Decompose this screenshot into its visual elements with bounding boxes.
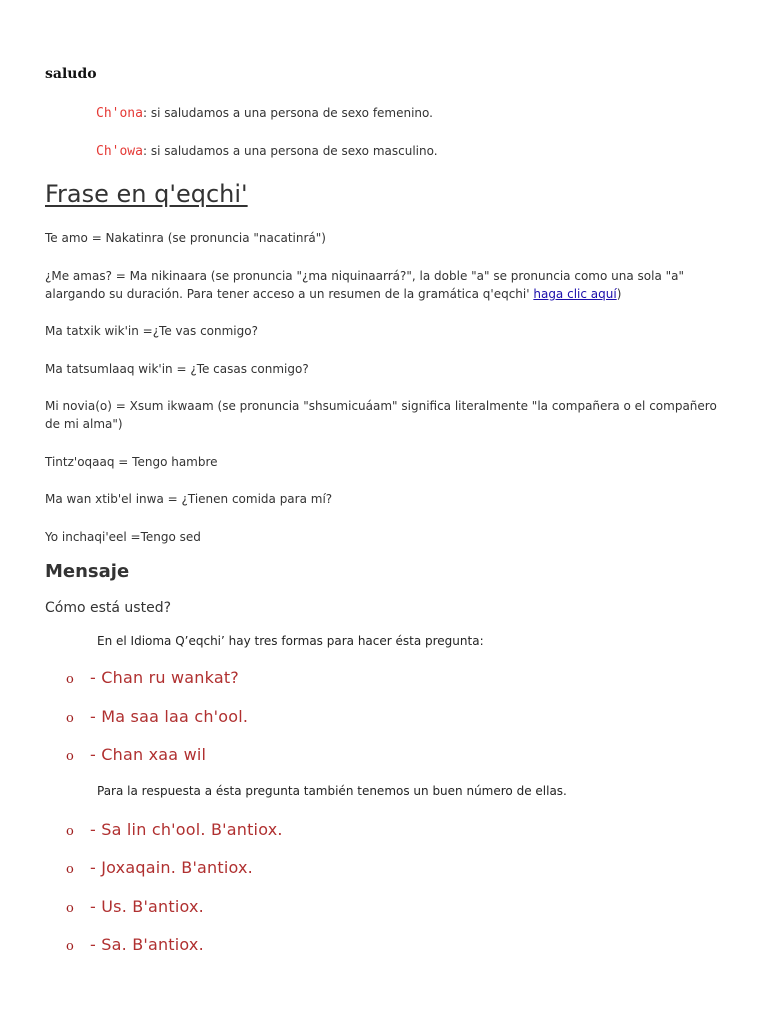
phrase-me-amas-end: ): [616, 287, 622, 301]
bullet-marker: o: [66, 749, 74, 764]
phrase-comida: Ma wan xtib'el inwa = ¿Tienen comida para mí?: [45, 492, 333, 506]
list-item-text: - Ma saa laa ch'ool.: [90, 707, 249, 726]
mensaje-heading: Mensaje: [45, 561, 130, 582]
list-item-text: - Joxaqain. B'antiox.: [90, 858, 253, 877]
phrase-hambre: Tintz'oqaaq = Tengo hambre: [45, 455, 218, 469]
bullet-marker: o: [66, 672, 74, 687]
list-item: [66, 707, 248, 726]
list-item-text: - Sa lin ch'ool. B'antiox.: [90, 820, 283, 839]
bullet-marker: o: [66, 824, 74, 839]
greeting-desc-masculine: : si saludamos a una persona de sexo masculino.: [142, 144, 438, 158]
grammar-link[interactable]: haga clic aquí: [533, 287, 617, 301]
mensaje-intro-2: Para la respuesta a ésta pregunta también tenemos un buen número de ellas.: [97, 784, 567, 798]
phrase-te-vas: Ma tatxik wik'in =¿Te vas conmigo?: [45, 324, 258, 338]
list-item-text: - Us. B'antiox.: [90, 897, 204, 916]
list-item: [66, 820, 283, 839]
phrase-mi-novia: Mi novia(o) = Xsum ikwaam (se pronuncia "shsumicuáam" significa literalmente "la compañera o el compañero de mi alma"): [45, 399, 717, 431]
list-item-text: - Sa. B'antiox.: [90, 935, 204, 954]
phrase-te-casas: Ma tatsumlaaq wik'in = ¿Te casas conmigo?: [45, 362, 309, 376]
greeting-desc-feminine: : si saludamos a una persona de sexo femenino.: [142, 106, 433, 120]
greeting-word-masculine: Ch'owa: [96, 144, 143, 159]
mensaje-intro-1: En el Idioma Q’eqchi’ hay tres formas para hacer ésta pregunta:: [97, 634, 484, 648]
mensaje-question: Cómo está usted?: [45, 600, 172, 616]
bullet-marker: o: [66, 901, 74, 916]
bullet-marker: o: [66, 862, 74, 877]
list-item: [66, 745, 206, 764]
bullet-marker: o: [66, 939, 74, 954]
greeting-feminine: [96, 106, 433, 121]
frase-heading: Frase en q'eqchi': [45, 180, 248, 208]
greeting-masculine: [96, 144, 438, 159]
list-item-text: - Chan xaa wil: [90, 745, 207, 764]
bullet-marker: o: [66, 711, 74, 726]
list-item: [66, 858, 253, 877]
saludo-heading: saludo: [45, 66, 97, 82]
greeting-word-feminine: Ch'ona: [96, 106, 143, 121]
list-item-text: - Chan ru wankat?: [90, 668, 239, 687]
phrase-sed: Yo inchaqi'eel =Tengo sed: [45, 530, 201, 544]
phrase-me-amas-text: ¿Me amas? = Ma nikinaara (se pronuncia "¿ma niquinaarrá?", la doble "a" se pronuncia como una sola "a" alargando su duración. Para tener acceso a un resumen de la gramática q'eqchi': [45, 269, 684, 301]
phrase-te-amo: Te amo = Nakatinra (se pronuncia "nacatinrá"): [45, 231, 326, 245]
phrase-me-amas: [45, 267, 735, 303]
list-item: [66, 897, 204, 916]
list-item: [66, 935, 204, 954]
list-item: [66, 668, 239, 687]
